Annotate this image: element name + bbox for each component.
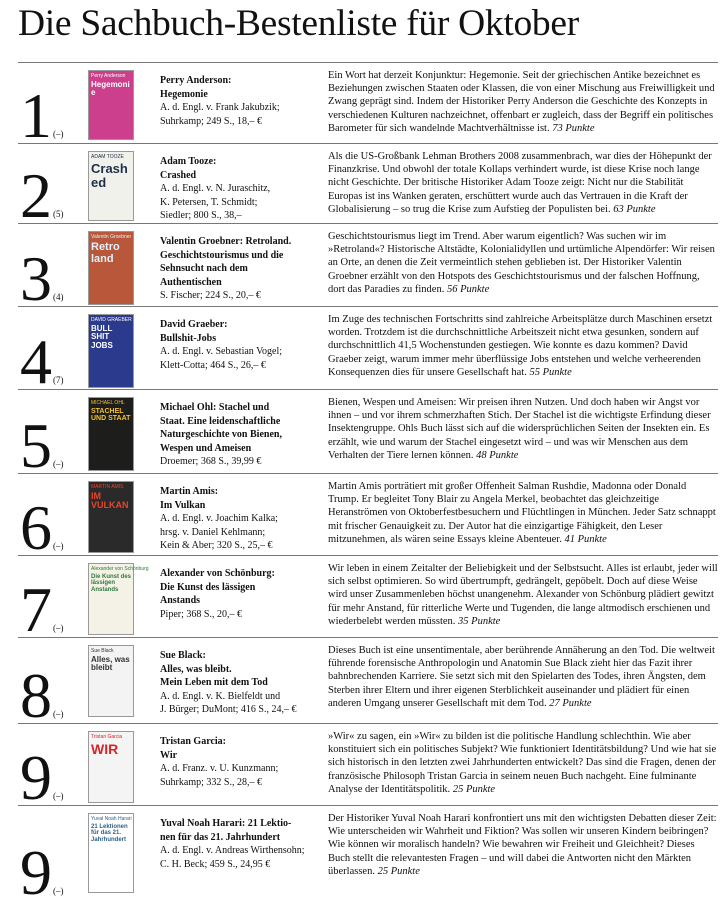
rank-number: 7 — [20, 574, 51, 645]
cover-title: Retro land — [91, 241, 120, 265]
book-info — [160, 235, 320, 303]
previous-rank: (4) — [53, 292, 64, 302]
cover-author: Perry Anderson — [91, 73, 126, 79]
book-title-line: Crashed — [160, 169, 197, 181]
previous-rank: (7) — [53, 375, 64, 385]
review-points: 55 Punkte — [529, 366, 572, 378]
book-meta-line: A. d. Engl. v. Sebastian Vogel; — [160, 346, 283, 357]
book-meta-line: Piper; 368 S., 20,– € — [160, 608, 242, 620]
book-meta-line: A. d. Engl. v. K. Bielfeldt und — [160, 690, 281, 702]
list-entry — [18, 389, 718, 481]
review-points: 63 Punkte — [613, 203, 656, 215]
review-points: 27 Punkte — [549, 697, 592, 709]
cover-author: DAVID GRAEBER — [91, 317, 132, 323]
book-meta-line: Droemer; 368 S., 39,99 € — [160, 456, 262, 467]
book-title-line: Michael Ohl: Stachel und — [160, 402, 270, 413]
cover-title: IM VULKAN — [91, 491, 129, 511]
book-cover — [88, 397, 134, 471]
book-title-line: Tristan Garcia: — [160, 736, 227, 747]
rank-number: 3 — [20, 243, 51, 314]
cover-title: Hegemonie — [91, 80, 130, 98]
list-entry — [18, 723, 718, 813]
rank-number: 1 — [20, 80, 51, 151]
previous-rank: (–) — [53, 541, 64, 551]
review-points: 73 Punkte — [552, 122, 595, 134]
rank-number: 9 — [20, 837, 51, 908]
book-title-line: Authentischen — [160, 276, 222, 288]
review-text — [328, 812, 718, 878]
cover-author: Tristan Garcia — [91, 734, 123, 740]
book-meta-line: A. d. Engl. v. Joachim Kalka; — [160, 513, 278, 524]
book-title-line: Adam Tooze: — [160, 156, 217, 167]
book-meta-line: Suhrkamp; 332 S., 28,– € — [160, 776, 262, 788]
review-text — [328, 69, 718, 135]
rank-number: 9 — [20, 742, 51, 813]
book-meta-line: Suhrkamp; 249 S., 18,– € — [160, 115, 262, 127]
cover-author: ADAM TOOZE — [91, 154, 124, 160]
cover-title: STACHEL UND STAAT — [91, 408, 131, 423]
book-title-line: Valentin Groebner: Retroland. — [160, 236, 292, 247]
review-body: Dieses Buch ist eine unsentimentale, aber berührende Annäherung an den Tod. Die weltweit führende forensische Anthropologin und Anatomin Sue Black zieht hier das Fazit ihrer bahnbrechenden Karriere. Sie setzt sich mit den Spielarten des Todes, ihren Ängsten, dem Sterben ihrer Eltern und ihrer eigenen Sterblichkeit auseinander und plädiert für einen anderen Umgang unserer Gesellschaft mit dem Tod. — [328, 645, 715, 709]
book-title-line: Die Kunst des lässigen — [160, 581, 256, 593]
cover-author: Yuval Noah Harari — [91, 816, 132, 822]
book-cover — [88, 563, 149, 635]
book-meta-line: Klett-Cotta; 464 S., 26,– € — [160, 359, 266, 371]
review-points: 25 Punkte — [377, 865, 420, 877]
review-text — [328, 230, 718, 296]
book-title-line: Hegemonie — [160, 88, 208, 100]
book-info — [160, 735, 320, 789]
book-title-line: Naturgeschichte von Bienen, — [160, 429, 282, 440]
book-cover — [88, 231, 134, 305]
cover-title: WIR — [91, 741, 119, 757]
list-entry — [18, 306, 718, 397]
book-cover — [88, 731, 134, 803]
previous-rank: (–) — [53, 459, 64, 469]
review-body: Im Zuge des technischen Fortschritts sind zahlreiche Arbeitsplätze durch Maschinen ersetzt worden. Trotzdem ist die durchschnittliche Arbeitszeit nicht etwa gesunken, sondern auf durchschnittlich 41,5 Wochenstunden gestiegen. Wie konnte es dazu kommen? David Graeber zeigt, warum immer mehr überflüssige Jobs entstehen und welche verheerenden Konsequenzen dies für unsere Gesellschaft hat. — [328, 314, 713, 378]
review-points: 41 Punkte — [564, 533, 607, 545]
book-cover — [88, 70, 134, 140]
review-body: Bienen, Wespen und Ameisen: Wir preisen ihren Nutzen. Und doch haben wir Angst vor ihnen – und vor ihrem schmerzhaften Stich. Der Stachel ist die wichtigste Erfindung dieser Insektengruppe. Ohls Buch lässt sich auf die widersprüchlichen Seiten der Insekten ein. Es erzählt, wie und warum der Stachel eingesetzt wird – und was wir Menschen aus dem Verhalten der Tiere lernen können. — [328, 397, 711, 461]
cover-title: Crashed — [91, 161, 128, 190]
cover-title: BULL SHIT JOBS — [91, 324, 113, 350]
review-text — [328, 730, 718, 796]
book-info — [160, 567, 320, 621]
bestseller-list — [18, 62, 718, 908]
book-title-line: Wespen und Ameisen — [160, 442, 252, 454]
book-title-line: Geschichtstourismus und die — [160, 249, 284, 261]
list-entry — [18, 62, 718, 151]
book-title-line: Sehnsucht nach dem — [160, 263, 248, 274]
book-meta-line: Kein & Aber; 320 S., 25,– € — [160, 540, 273, 551]
book-cover — [88, 481, 134, 553]
book-meta-line: Siedler; 800 S., 38,– — [160, 210, 242, 221]
book-meta-line: A. d. Engl. v. N. Juraschitz, — [160, 183, 271, 194]
review-points: 56 Punkte — [446, 283, 490, 295]
book-title-line: Bullshit-Jobs — [160, 332, 217, 344]
rank-number: 2 — [20, 160, 51, 231]
book-meta-line: K. Petersen, T. Schmidt; — [160, 196, 258, 208]
review-body: Martin Amis porträtiert mit großer Offenheit Salman Rushdie, Madonna oder Donald Trump. Er begleitet Tony Blair zu Angela Merkel, beobachtet das gleichzeitige Heranströmen von Oktoberfestbesuchern und Flüchtlingen in München. Jeder Satz schnappt mit frischer Genauigkeit zu. Der Autor hat die einzigartige Fähigkeit, den Leser mitzunehmen, als wären seine Essays kleine Abenteuer. — [328, 481, 716, 545]
book-info — [160, 817, 320, 871]
review-points: 35 Punkte — [458, 615, 501, 627]
book-title-line: Martin Amis: — [160, 486, 219, 497]
cover-author: MICHAEL OHL — [91, 400, 125, 406]
book-cover — [88, 314, 134, 388]
book-title-line: Staat. Eine leidenschaftliche — [160, 415, 281, 427]
book-info — [160, 74, 320, 128]
review-text — [328, 644, 718, 710]
book-meta-line: hrsg. v. Daniel Kehlmann; — [160, 526, 266, 538]
cover-author: Alexander von Schönburg — [91, 566, 149, 572]
book-info — [160, 649, 320, 717]
previous-rank: (–) — [53, 791, 64, 801]
book-meta-line: A. d. Engl. v. Andreas Wirthensohn; — [160, 845, 305, 856]
previous-rank: (–) — [53, 623, 64, 633]
book-title-line: David Graeber: — [160, 319, 228, 330]
book-meta-line: S. Fischer; 224 S., 20,– € — [160, 290, 261, 301]
book-meta-line: A. d. Engl. v. Frank Jakubzik; — [160, 102, 280, 113]
review-body: Ein Wort hat derzeit Konjunktur: Hegemonie. Seit der griechischen Antike bezeichnet es Beziehungen zwischen Staaten oder Klassen, die von einer Mischung aus Freiwilligkeit und Zwang geprägt sind. Indem der Historiker Perry Anderson die Geschichte des Konzepts in verschiedenen Kulturen nachzeichnet, offenbart er zugleich, dass der Begriff ein politisches Barometer für sich wandelnde Machtverhältnisse ist. — [328, 70, 715, 134]
review-body: Als die US-Großbank Lehman Brothers 2008 zusammenbrach, war dies der Höhepunkt der Finanzkrise. Und obwohl der totale Kollaps verhindert wurde, ist diese Krise noch lange nicht Geschichte. Der britische Historiker Adam Tooze zeigt: Nicht nur die Stabilität Europas ist ins Wanken geraten, erschüttert wurde auch das Vertrauen in die Kraft der Globalisierung – so trug die Krise zum Aufstieg der Populisten bei. — [328, 151, 712, 215]
book-info — [160, 318, 320, 372]
list-entry — [18, 637, 718, 731]
rank-number: 5 — [20, 410, 51, 481]
page-title: Die Sachbuch-Bestenliste für Oktober — [18, 3, 579, 44]
book-info — [160, 485, 320, 553]
cover-author: MARTIN AMIS — [91, 484, 124, 490]
review-text — [328, 562, 718, 628]
review-body: »Wir« zu sagen, ein »Wir« zu bilden ist die politische Handlung schlechthin. Wie aber konstituiert sich ein politisches Subjekt? Wie funktioniert Identitätsbildung? Und wie hat sie sich historisch in den letzten zwei Jahrhunderten entwickelt? Das sind die Fragen, denen der französische Philosoph Tristan Garcia in seinem neuen Buch nachgeht. Eine fulminante Analyse der Identitätspolitik. — [328, 731, 717, 795]
book-info — [160, 401, 320, 469]
cover-author: Sue Black — [91, 648, 114, 654]
book-title-line: Yuval Noah Harari: 21 Lektio- — [160, 818, 292, 829]
book-meta-line: A. d. Franz. v. U. Kunzmann; — [160, 763, 279, 774]
book-title-line: Perry Anderson: — [160, 75, 232, 86]
review-text — [328, 313, 718, 379]
list-entry — [18, 473, 718, 563]
book-title-line: Alexander von Schönburg: — [160, 568, 275, 579]
review-text — [328, 150, 718, 216]
review-text — [328, 396, 718, 462]
previous-rank: (5) — [53, 209, 64, 219]
book-cover — [88, 151, 134, 221]
cover-title: Alles, was bleibt — [91, 655, 130, 673]
book-title-line: nen für das 21. Jahrhundert — [160, 831, 281, 843]
book-meta-line: J. Bürger; DuMont; 416 S., 24,– € — [160, 704, 297, 715]
cover-title: Die Kunst des lässigen Anstands — [91, 574, 132, 593]
book-title-line: Wir — [160, 749, 178, 761]
previous-rank: (–) — [53, 886, 64, 896]
book-title-line: Mein Leben mit dem Tod — [160, 677, 268, 688]
review-body: Der Historiker Yuval Noah Harari konfrontiert uns mit den wichtigsten Debatten dieser Zeit: Wie unterscheiden wir Wahrheit und Fiktion? Was sollen wir unseren Kindern beibringen? Wie können wir moralisch handeln? Wie bewahren wir Freiheit und Gleichheit? Dieses Buch stellt die relevantesten Fragen – und will dabei die Antworten nicht den Märkten überlassen. — [328, 813, 717, 877]
book-meta-line: C. H. Beck; 459 S., 24,95 € — [160, 858, 271, 870]
previous-rank: (–) — [53, 709, 64, 719]
cover-author: Valentin Groebner — [91, 234, 132, 240]
review-text — [328, 480, 718, 546]
book-title-line: Im Vulkan — [160, 499, 206, 511]
book-info — [160, 155, 320, 223]
review-body: Geschichtstourismus liegt im Trend. Aber warum eigentlich? Was suchen wir im »Retroland«? Historische Altstädte, Kolonialidyllen und urtümliche Alpendörfer: Wir reisen an Orte, an denen die Zeit vermeintlich stehen geblieben ist. Der Historiker Valentin Groebner erzählt von den Hotspots des Geschichtstourismus und der falschen Hoffnung, dort das Paradies zu finden. — [328, 231, 715, 295]
book-cover — [88, 645, 134, 717]
previous-rank: (–) — [53, 129, 64, 139]
list-entry — [18, 805, 718, 908]
book-cover — [88, 813, 134, 893]
review-points: 25 Punkte — [452, 783, 496, 795]
book-title-line: Alles, was bleibt. — [160, 663, 232, 675]
review-points: 48 Punkte — [476, 449, 519, 461]
rank-number: 4 — [20, 326, 51, 397]
list-entry — [18, 223, 718, 314]
cover-title: 21 Lektionen für das 21. Jahrhundert — [91, 824, 128, 843]
review-body: Wir leben in einem Zeitalter der Beliebigkeit und der Selbstsucht. Alles ist erlaubt, jeder will sich selbst optimieren. So wird übertrumpft, gedrängelt, gepöbelt. Doch auf diese Weise wird unser Zusammenleben höchst unangenehm. Alexander von Schönburg plädiert gewitzt für mehr Anstand, für ritterliche Werte und Tugenden, die lange altmodisch erschienen und wiederbelebt werden müssten. — [328, 563, 718, 627]
list-entry — [18, 555, 718, 645]
rank-number: 8 — [20, 660, 51, 731]
list-entry — [18, 143, 718, 231]
book-title-line: Anstands — [160, 595, 201, 606]
rank-number: 6 — [20, 492, 51, 563]
book-title-line: Sue Black: — [160, 650, 206, 661]
